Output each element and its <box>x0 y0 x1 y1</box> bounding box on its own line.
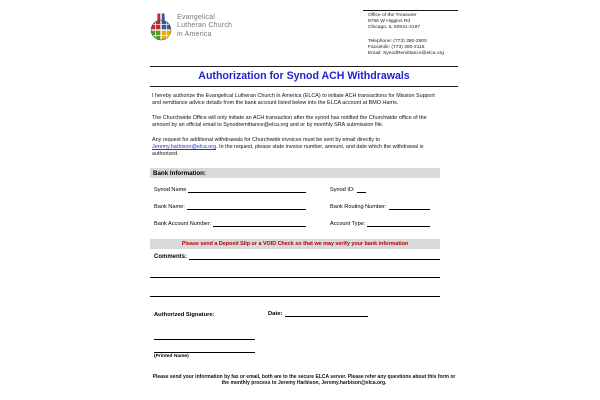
header-right-divider <box>363 10 458 11</box>
deposit-slip-notice-bar <box>150 239 440 249</box>
synod-id-line <box>357 187 366 193</box>
title-divider <box>150 86 458 87</box>
contact-email: Email: SynodRemittance@elca.org <box>368 51 444 56</box>
email-link[interactable]: Jeremy.harbison@elca.org <box>152 143 217 150</box>
account-type-line <box>367 221 430 227</box>
routing-number-label: Bank Routing Number: <box>330 204 387 210</box>
comments-label: Comments: <box>154 254 188 260</box>
paragraph-authorization: I hereby authorize the Evangelical Lutheran Church in America (ELCA) to initiate ACH transactions for Mission Support and remittance advice details from the bank account listed below into the ELCA account at BMO Harris. <box>152 93 435 106</box>
account-number-line <box>213 221 306 227</box>
header-divider <box>150 66 458 67</box>
bank-name-field <box>154 204 306 210</box>
printed-name-line <box>154 352 255 353</box>
authorized-signature-label: Authorized Signature: <box>154 312 215 318</box>
synod-id-label: Synod ID: <box>330 187 355 193</box>
account-number-label: Bank Account Number: <box>154 221 212 227</box>
org-name-line1: Evangelical <box>177 14 215 21</box>
org-name <box>177 14 232 39</box>
paragraph-churchwide: The Churchwide Office will only initiate an ACH transaction after the synod has notified the Churchwide office of the amount by an official email to Synodremittance@elca.org and or by monthly SRA submission file. <box>152 115 427 128</box>
synod-name-line <box>188 187 306 193</box>
contact-address-block <box>368 13 420 31</box>
account-type-label: Account Type: <box>330 221 366 227</box>
page-title: Authorization for Synod ACH Withdrawals <box>198 70 410 82</box>
contact-city: Chicago, IL 60631-4197 <box>368 25 421 30</box>
org-name-line3: in America <box>177 30 212 38</box>
comments-line2 <box>150 277 440 278</box>
synod-name-field <box>154 187 306 193</box>
date-label: Date: <box>268 311 283 317</box>
paragraph-additional-withdrawals <box>152 137 444 158</box>
org-name-line2: Lutheran Church <box>177 22 233 30</box>
bank-information-bar <box>150 168 440 178</box>
comments-line3 <box>150 296 440 297</box>
bank-name-label: Bank Name: <box>154 204 185 210</box>
contact-office: Office of the Treasurer <box>368 13 417 18</box>
comments-line1 <box>189 254 440 260</box>
synod-id-field <box>330 187 366 193</box>
paragraph3-text-before: Any request for additional withdrawals for Churchwide invoices must be sent by email directly to <box>152 137 381 143</box>
routing-number-line <box>389 204 430 210</box>
bank-name-line <box>187 204 306 210</box>
contact-street: 8765 W Higgins Rd <box>368 19 411 24</box>
printed-name-label: (Printed Name) <box>154 354 189 359</box>
contact-facsimile: Facsimile: (773) 380-2115 <box>368 45 425 50</box>
account-number-field <box>154 221 306 227</box>
comments-field <box>154 254 440 260</box>
synod-name-label: Synod Name <box>154 187 187 193</box>
account-type-field <box>330 221 430 227</box>
contact-phone-block <box>368 39 444 57</box>
paragraph3-text-after: . In the request, please state invoice number, amount, and date which the withdrawal is authorized. <box>152 143 424 157</box>
bank-information-heading: Bank Information: <box>153 169 206 177</box>
elca-logo-icon <box>150 12 172 47</box>
signature-line <box>154 339 255 340</box>
date-line <box>285 311 369 317</box>
routing-number-field <box>330 204 430 210</box>
deposit-slip-notice: Please send a Deposit Slip or a VOID Check so that we may verify your bank information <box>181 241 409 248</box>
contact-telephone: Telephone: (773) 380-2900 <box>368 39 427 44</box>
footer-instructions: Please send your information by fax or email, both are to the secure ELCA server. Please refer any questions about this form or the monthly process to Jeremy Harbison, Jeremy.harbison@elca.org. <box>152 374 456 387</box>
elca-logo-svg <box>150 12 172 42</box>
date-field <box>268 311 368 317</box>
